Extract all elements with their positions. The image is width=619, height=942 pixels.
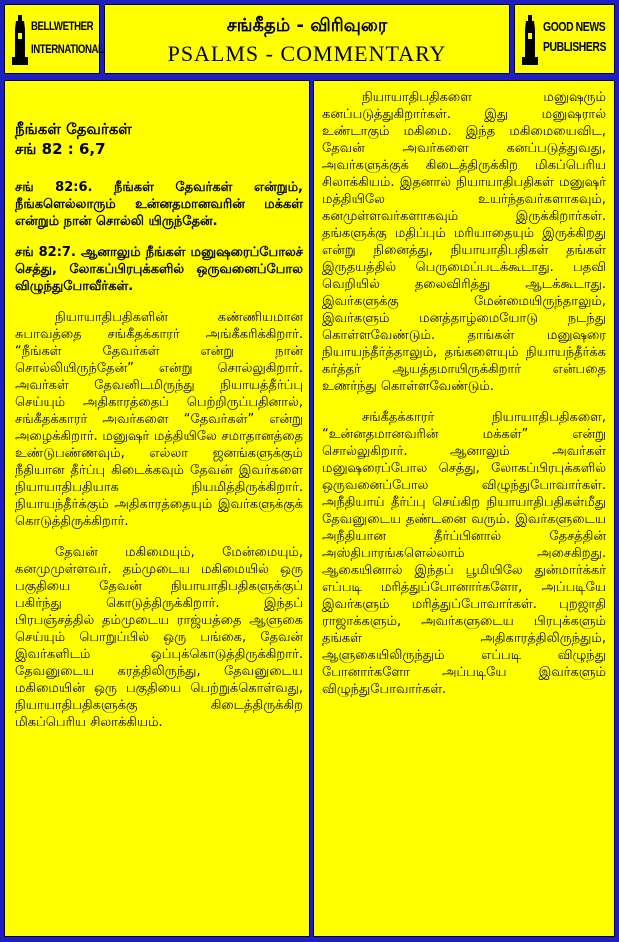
header-title-english: PSALMS - COMMENTARY — [167, 41, 447, 66]
header-title-tamil: சங்கீதம் - விரிவுரை — [226, 15, 388, 36]
right-column — [313, 80, 615, 937]
good-news-logo-text: GOOD NEWS PUBLISHERS — [543, 19, 607, 54]
verse-82-6: சங் 82:6. நீங்கள் தேவர்கள் என்றும், நீங்களெல்லாரும் உன்னதமானவரின் மக்கள் என்றும் நான் சொல்லி யிருந்தேன். — [15, 180, 303, 229]
commentary-paragraph-4: சங்கீதக்காரர் நியாயாதிபதிகளை, “உன்னதமானவரின் மக்கள்” என்று சொல்லுகிறார். ஆனாலும் அவர்கள் மனுஷரைப்போல செத்து, லோகப்பிரபுக்களில் ஒருவனைப்போல விழுந்துபோவார்கள். அநீதியாய் தீர்ப்பு செய்கிற நியாயாதிபதிகள்மீது தேவனுடைய தண்டனை வரும். இவர்களுடைய அநீதியான தீர்ப்பினால் தேசத்தின் அஸ்திபாரங்களெல்லாம் அசைகிறது. ஆகையினால் இந்தப் பூமியிலே துன்மார்க்கர் எப்படி மரித்துப்போனார்களோ, அப்படியே இவர்களும் மரித்துப்போவார்கள். புறஜாதி ராஜாக்களும், அவர்களுடைய பிரபுக்களும் தங்கள் அதிகாரத்திலிருந்தும், ஆளுகையிலிருந்தும் எப்படி விழுந்து போனார்களோ அப்படியே இவர்களும் விழுந்துபோவார்கள். — [322, 410, 606, 697]
bellwether-logo — [4, 4, 104, 74]
tower-icon — [11, 15, 29, 65]
article-title: நீங்கள் தேவர்கள் சங் 82 : 6,7 — [15, 120, 132, 158]
verse-82-7: சங் 82:7. ஆனாலும் நீங்கள் மனுஷரைப்போலச் செத்து, லோகப்பிரபுக்களில் ஒருவனைப்போல விழுந்துபோவீர்கள். — [15, 245, 303, 294]
page-header — [104, 4, 510, 74]
bellwether-logo-text: BELLWETHER INTERNATIONAL — [31, 19, 104, 56]
good-news-logo — [514, 4, 615, 74]
commentary-paragraph-2: தேவன் மகிமையும், மேன்மையும், கனமுமுள்ளவர். தம்முடைய மகிமையில் ஒரு பகுதியை தேவன் நியாயாதிபதிகளுக்குப் பகிர்ந்து கொடுத்திருக்கிறார். இந்தப் பிரபஞ்சத்தில் தம்முடைய ராஜ்யத்தை ஆளுகை செய்யும் பொறுப்பில் ஒரு பங்கை, தேவன் இவர்களிடம் ஒப்புக்கொடுத்திருக்கிறார். தேவனுடைய கரத்திலிருந்து, தேவனுடைய மகிமையின் ஒரு பகுதியை பெற்றுக்கொள்வது, நியாயாதிபதிகளுக்கு கிடைத்திருக்கிற மிகப்பெரிய சிலாக்கியம். — [15, 545, 303, 730]
left-column — [4, 80, 310, 937]
commentary-paragraph-1: நியாயாதிபதிகளின் கண்ணியமான சுபாவத்தை சங்கீதக்காரர் அங்கீகரிக்கிறார். “நீங்கள் தேவர்கள் என்று நான் சொல்லியிருந்தேன்” என்று சொல்லுகிறார். அவர்கள் தேவனிடமிருந்து நியாயத்தீர்ப்பு செய்யும் அதிகாரத்தைப் பெற்றிருப்பதினால், சங்கீதக்காரர் அவர்களை “தேவர்கள்” என்று அழைக்கிறார். மனுஷர் மத்தியிலே சமாதானத்தை உண்டுபண்ணவும், எல்லா ஜனங்களுக்கும் நீதியான தீர்ப்பு கிடைக்கவும் தேவன் இவர்களை நியாயாதிபதியாக நியமித்திருக்கிறார். நியாயந்தீர்க்கும் அதிகாரத்தையும் இவர்களுக்குக் கொடுத்திருக்கிறார். — [15, 310, 303, 529]
commentary-paragraph-3: நியாயாதிபதிகளை மனுஷரும் கனப்படுத்துகிறார்கள். இது மனுஷரால் உண்டாகும் மகிமை. இந்த மகிமையைவிட, தேவன் அவர்களை கனப்படுத்துவது, அவர்களுக்குக் கிடைத்திருக்கிற மிகப்பெரிய சிலாக்கியம். இதனால் நியாயாதிபதிகள் மனுஷர் மத்தியிலே உயர்ந்தவர்களாகவும், கனமுள்ளவர்களாகவும் இருக்கிறார்கள். தங்களுக்கு மதிப்பும் மரியாதையும் இருக்கிறது என்று நினைத்து, நியாயாதிபதிகள் தங்கள் இருதயத்தில் பெருமைப்படக்கூடாது. பதவி வெறியில் தலைவிரித்து ஆடக்கூடாது. இவர்களுக்கு மேன்மையிருந்தாலும், இவர்களும் மனத்தாழ்மையோடு நடந்து கொள்ளவேண்டும். தாங்கள் மனுஷரை நியாயந்தீர்த்தாலும், தங்களையும் நியாயந்தீர்க்க கர்த்தர் ஆயத்தமாயிருக்கிறார் என்பதை உணர்ந்து கொள்ளவேண்டும். — [322, 90, 606, 394]
tower-icon — [521, 15, 539, 65]
